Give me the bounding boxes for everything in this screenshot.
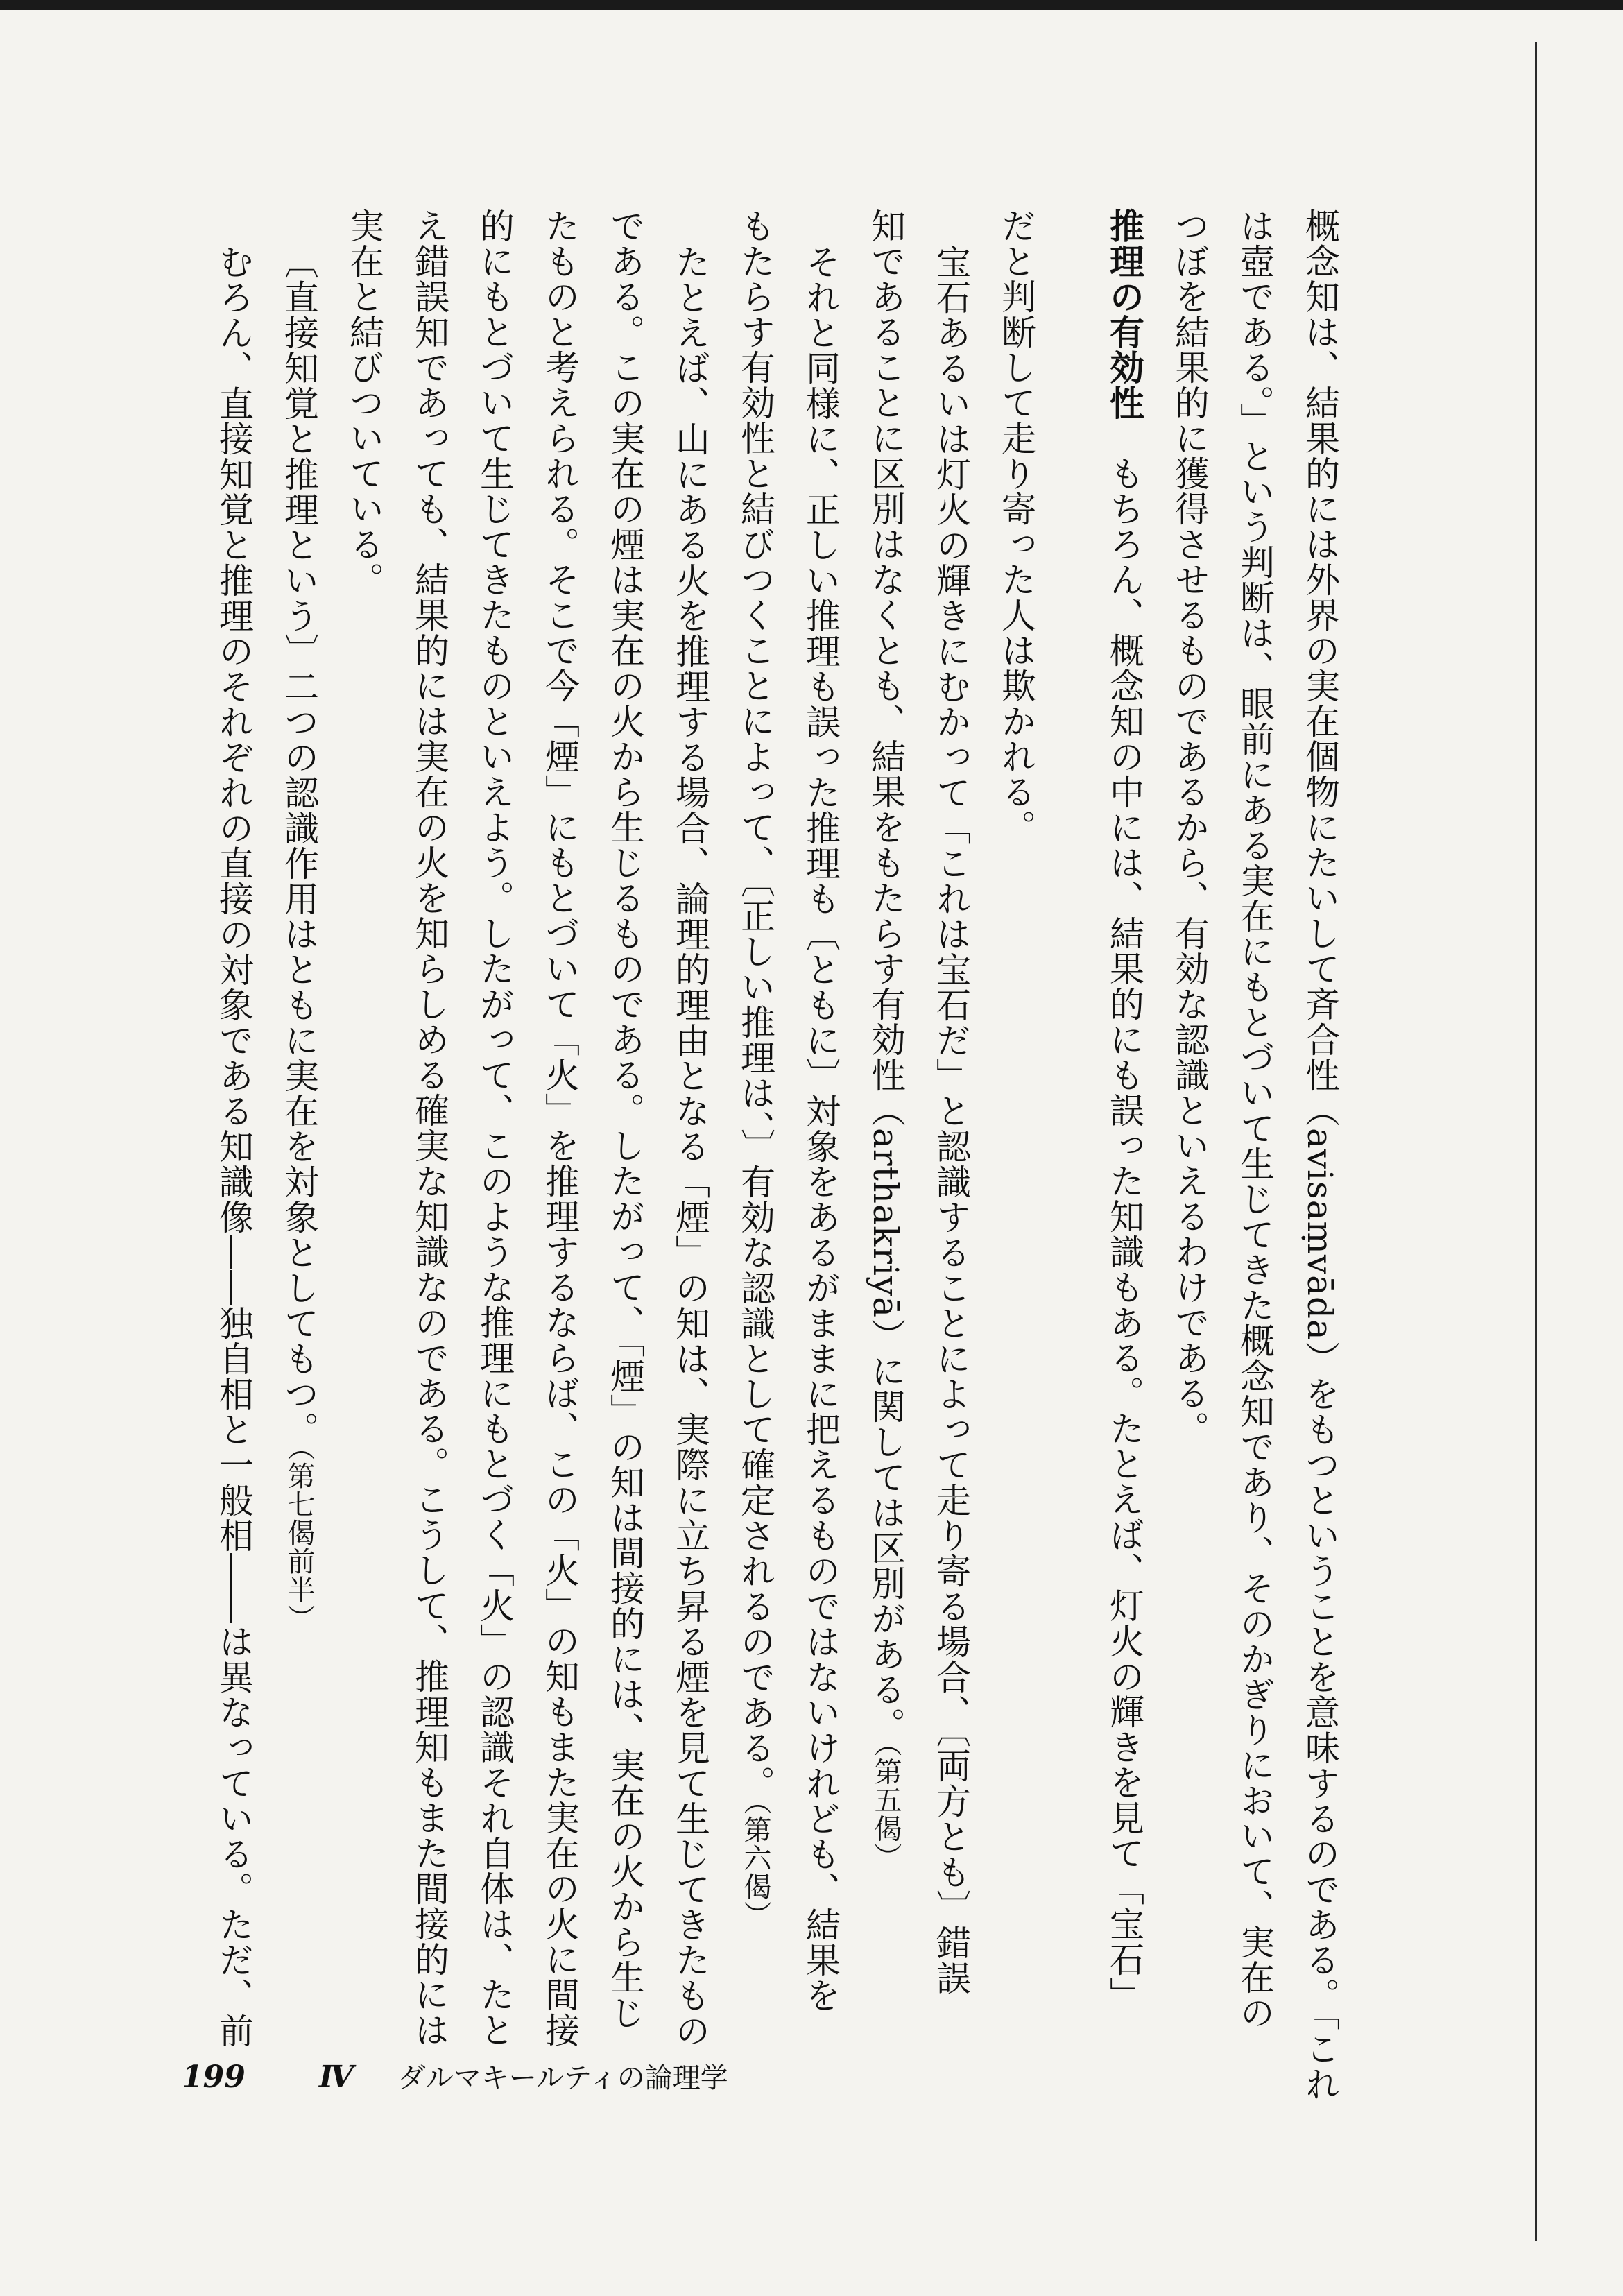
text-line: だと判断して走り寄った人は欺かれる。	[996, 208, 1036, 845]
text-line: 知であることに区別はなくとも、結果をもたらす有効性（arthakriyā）に関しては区別がある。（第五偈）	[866, 208, 906, 1871]
text-line: は壺である。」という判断は、眼前にある実在にもとづいて生じてきた概念知であり、そのかぎりにおいて、実在の	[1235, 208, 1275, 2030]
text-line: もたらす有効性と結びつくことによって、〔正しい推理は、〕有効な認識として確定されるのである。（第六偈）	[735, 208, 775, 1929]
section-heading: 推理の有効性	[1104, 208, 1144, 420]
text-line: むろん、直接知覚と推理のそれぞれの直接の対象である知識像――独自相と一般相――は異なっている。ただ、前	[214, 244, 254, 2048]
text-line: 実在と結びついている。	[344, 208, 384, 597]
text-line: たものと考えられる。そこで今「煙」にもとづいて「火」を推理するならば、この「火」の知もまた実在の火に間接	[540, 208, 580, 2048]
text-line: え錯誤知であっても、結果的には実在の火を知らしめる確実な知識なのである。こうして、推理知もまた間接的には	[409, 208, 449, 2048]
text-line: 概念知は、結果的には外界の実在個物にたいして斉合性（avisaṃvāda）をもつということを意味するのである。「これ	[1300, 208, 1340, 2102]
top-border-line	[0, 0, 1623, 10]
text-line: である。この実在の煙は実在の火から生じるものである。したがって、「煙」の知は間接的には、実在の火から生じ	[605, 208, 645, 2030]
verse-reference: （第五偈）	[870, 1742, 902, 1871]
text-line: 宝石あるいは灯火の輝きにむかって「これは宝石だ」と認識することによって走り寄る場合、〔両方とも〕錯誤	[931, 244, 971, 1996]
heading-line-text: もちろん、概念知の中には、結果的にも誤った知識もある。たとえば、灯火の輝きを見て「宝石」	[1104, 456, 1144, 2012]
chapter-numeral: Ⅳ	[318, 2059, 354, 2095]
verse-reference: （第六偈）	[739, 1801, 771, 1929]
chapter-title: ダルマキールティの論理学	[397, 2062, 728, 2094]
text-line: 的にもとづいて生じてきたものといえよう。したがって、このような推理にもとづく「火」の認識それ自体は、たと	[474, 208, 515, 2048]
text-line: 〔直接知覚と推理という〕二つの認識作用はともに実在を対象としてもつ。（第七偈前半）	[279, 244, 319, 1632]
section-heading-line	[1092, 208, 1157, 2012]
text-line: それと同様に、正しい推理も誤った推理も〔ともに〕対象をあるがままに把えるものではないけれども、結果を	[800, 244, 841, 2013]
text-line: つぼを結果的に獲得させるものであるから、有効な認識といえるわけである。	[1169, 208, 1210, 1446]
page-number: 199	[182, 2059, 246, 2095]
page-footer	[182, 2057, 1153, 2098]
text-line: たとえば、山にある火を推理する場合、論理的理由となる「煙」の知は、実際に立ち昇る煙を見て生じてきたもの	[670, 244, 710, 2048]
verse-reference: （第七偈前半）	[283, 1447, 315, 1632]
page-edge-line	[1535, 42, 1537, 2241]
